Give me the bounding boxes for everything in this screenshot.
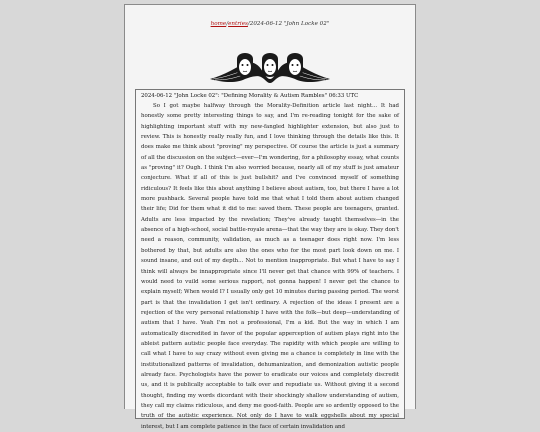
entry-body: So I got maybe halfway through the Morality-Definition article last night... It had honestly some pretty interesting things to say, and I'm re-reading tonight for the sake of highlighting important stuff with my new-fangled highlighter extension, but also just to review. This is honestly really really fun, and I love thinking through the details like this. It does make me think about "proving" my perspective. Of course the article is just a summary of all the discussion on the subject—ever—I'm wondering, for a philosophy essay, what counts as "proving" it? Ough. I think I'm also worried because, nearly all of my stuff is just amateur conjecture. What if all of this is just bullshit? and I've convinced myself of something ridiculous? It feels like this about anything I believe about autism, too, but there I have a lot more pushback. Several people have told me that what I told them about autism changed their life; Did for them what it did to me: saved them. These people are teenagers, granted. Adults are less impacted by the revelation; They've already taught themselves—in the absence of a high-school, social battle-royale arena—that the way they are is okay. They don't need a reason, community, validation, as much as a teenager does right now. I'm less bothered by that, but adults are also the ones who for the most part look down on me. I sound insane, and out of my depth... Not to mention inappropriate. But what I have to say I think will always be innappropriate since I'll never get that chance with 99% of teachers. I would need to vuild some serious rapport, not gonna happen! I never get the chance to explain myself; When would I? I usually only get 10 minutes during passing period. The worst part is that the invalidation I get isn't ordinary. A rejection of the ideas I present are a rejection of the very personal relationship I have with the folk—but deep—understanding of autism that I have. Yeah I'm not a professional, I'm a kid. But the way in which I am automatically discredited in favor of the popular apperception of autism plays right into the ableist pattern autistic people face everyday. The rapidity with which people are willing to call what I have to say crazy without even giving me a chance is completely in line with the institutionalized patterns of invalidation, dehumanization, and demonization autistic people already face. Psychologists have the power to eradicate our voices and completely discredit us, and it is publically acceptable to talk over and repudiate us. Without giving it a second thought, finding my words dicordant with their shockingly shallow understanding of autism, they call my claims ridiculous, and deny me good-faith. People are so ardently opposed to the truth of the autistic experience. Not only do I have to walk eggshells about my special interest, but I am complete patience in the face of certain invalidation and [141,103,399,430]
breadcrumb-separator: / [226,21,229,27]
breadcrumb-home-link[interactable]: home [210,21,227,27]
trio-of-faces-ornament-icon [205,49,335,89]
breadcrumb-current: 2024-06-12 "John Locke 02" [249,21,330,27]
breadcrumb [125,21,415,27]
journal-entry [135,89,405,430]
breadcrumb-entries-link[interactable]: entries [228,21,248,27]
entry-title: 2024-06-12 "John Locke 02": "Defining Morality & Autism Rambles" 06:33 UTC [141,93,359,99]
breadcrumb-separator: / [247,21,250,27]
page-column [124,4,416,430]
